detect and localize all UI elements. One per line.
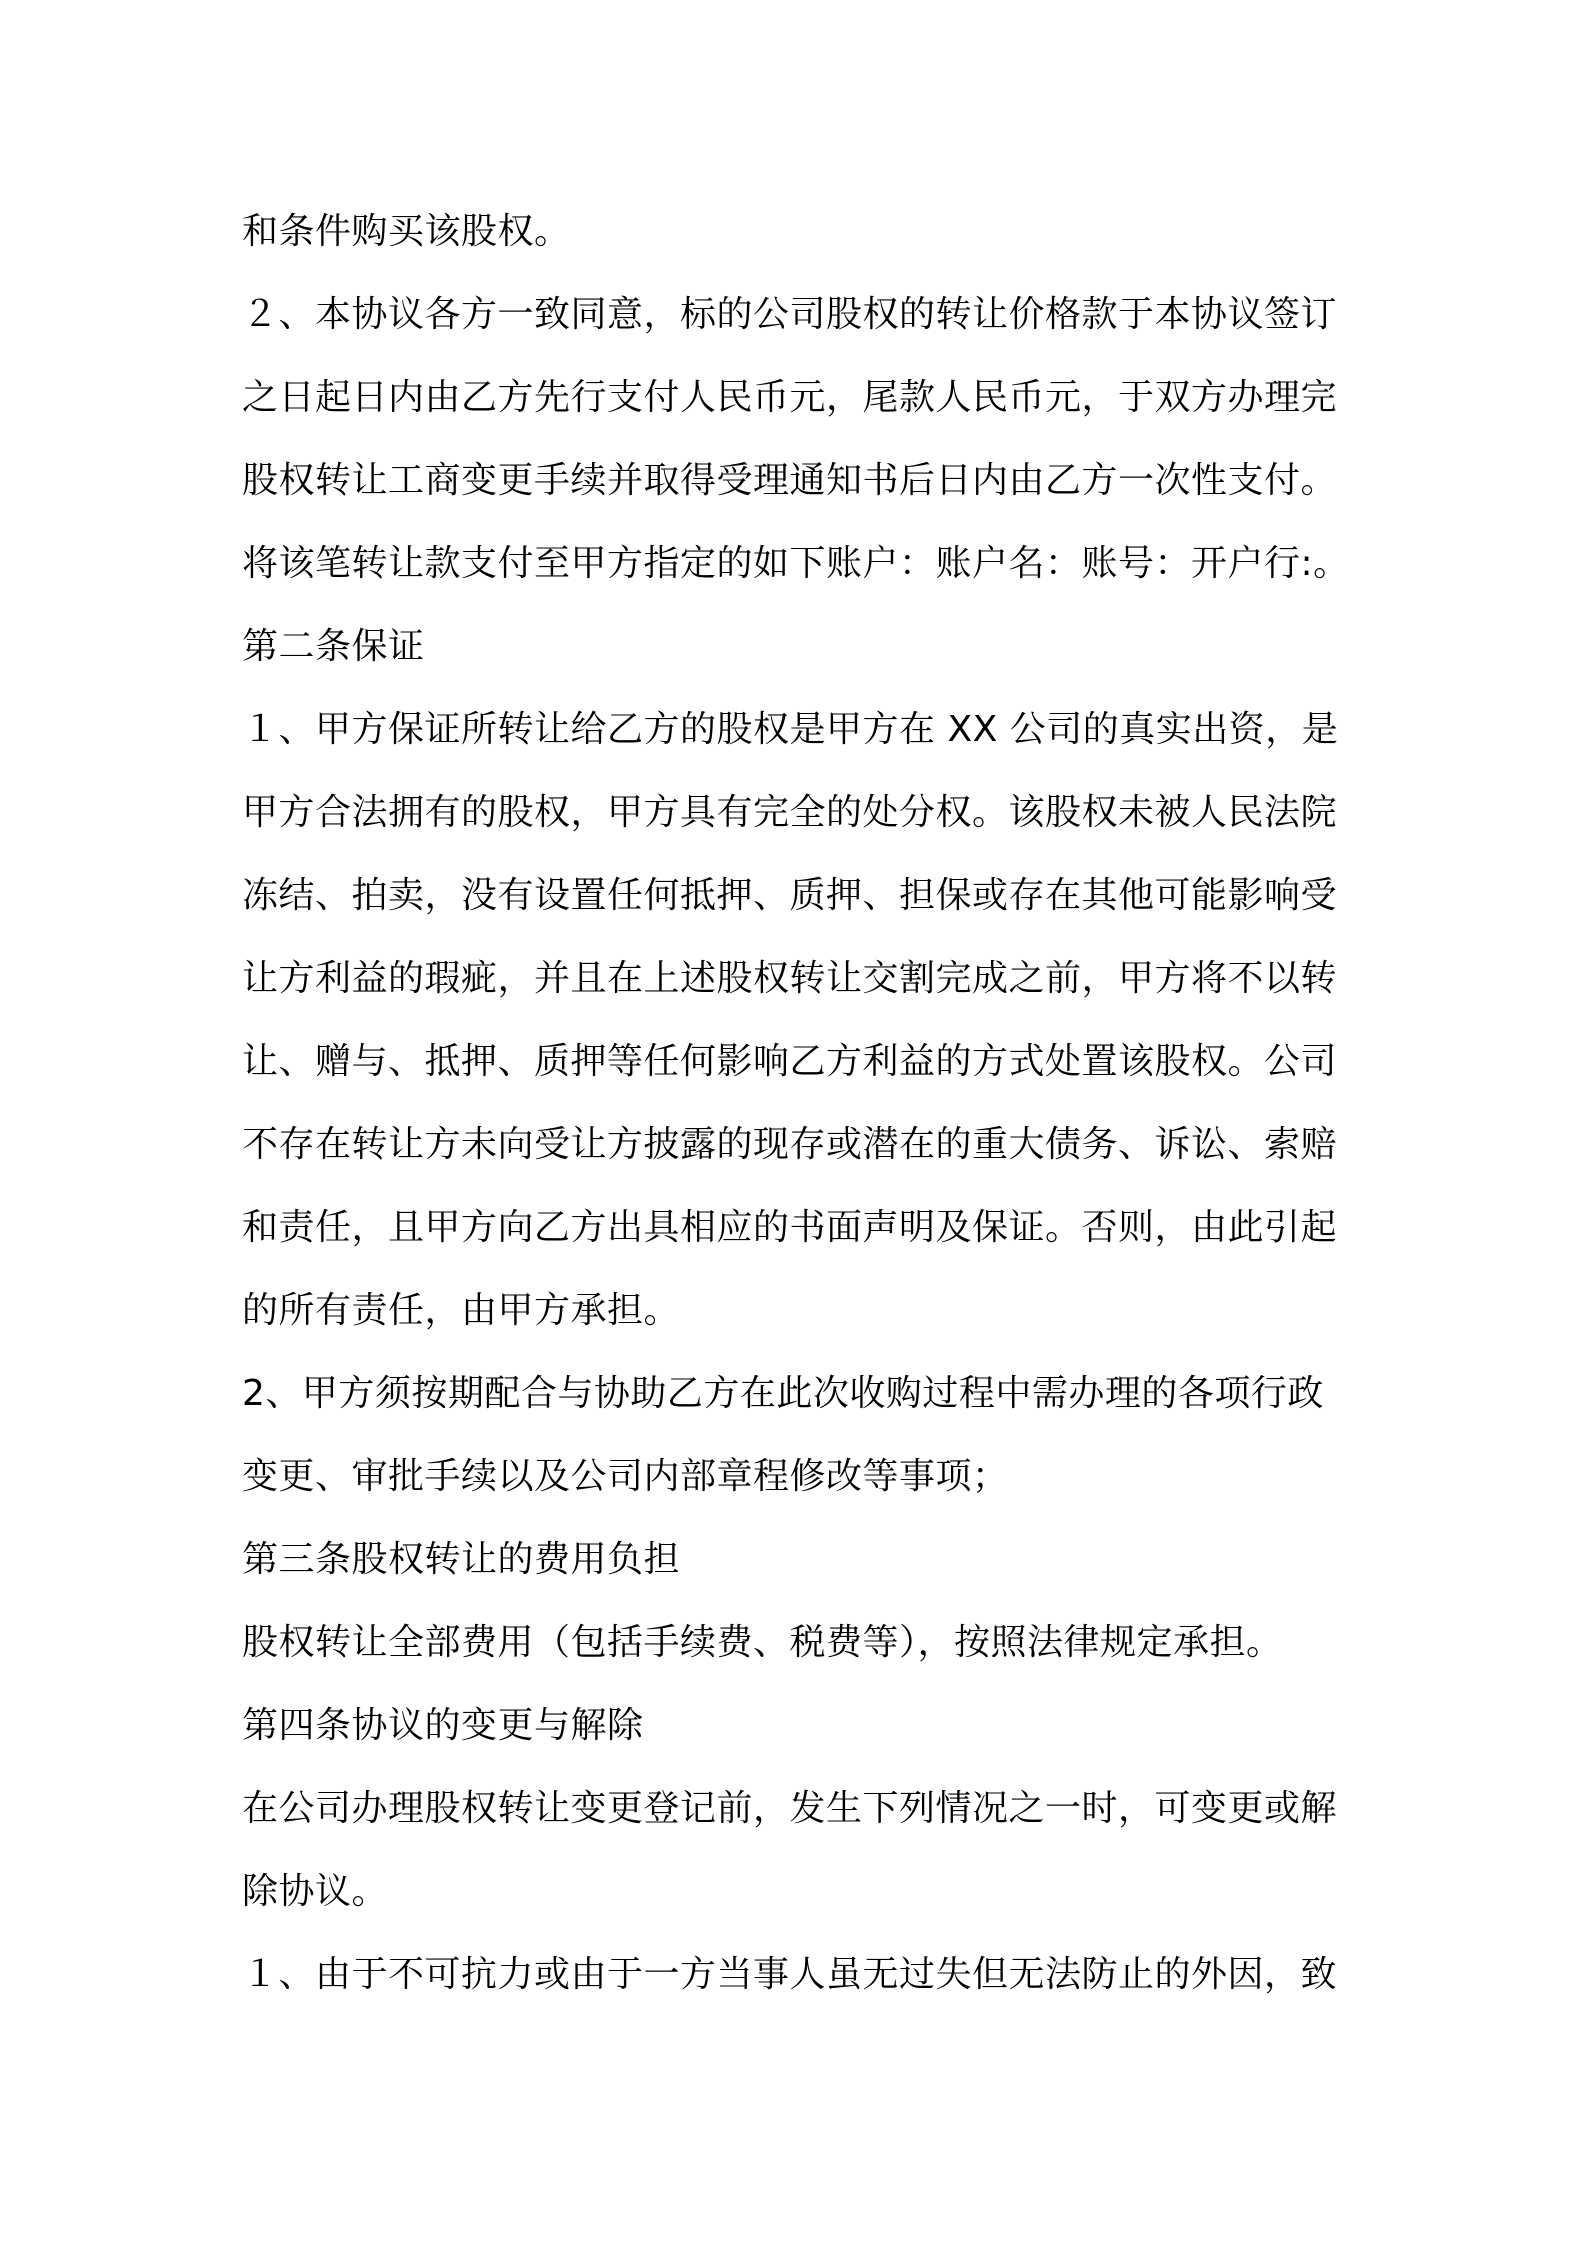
text-line: 和条件购买该股权。 (242, 211, 571, 252)
text-line: 股权转让工商变更手续并取得受理通知书后日内由乙方一次性支付。 (242, 460, 1338, 501)
section-heading: 第二条保证 (242, 626, 425, 667)
text-line: 在公司办理股权转让变更登记前，发生下列情况之一时，可变更或解 (242, 1788, 1338, 1829)
text-line: 让方利益的瑕疵，并且在上述股权转让交割完成之前，甲方将不以转 (242, 958, 1338, 999)
text-line: 2、甲方须按期配合与协助乙方在此次收购过程中需办理的各项行政 (242, 1373, 1324, 1414)
text-line: 变更、审批手续以及公司内部章程修改等事项； (242, 1456, 1009, 1497)
text-line: 让、赠与、抵押、质押等任何影响乙方利益的方式处置该股权。公司 (242, 1041, 1338, 1082)
text-line: １、由于不可抗力或由于一方当事人虽无过失但无法防止的外因，致 (242, 1954, 1338, 1995)
text-line: 不存在转让方未向受让方披露的现存或潜在的重大债务、诉讼、索赔 (242, 1124, 1338, 1165)
text-line: 之日起日内由乙方先行支付人民币元，尾款人民币元，于双方办理完 (242, 377, 1338, 418)
text-line: 股权转让全部费用（包括手续费、税费等），按照法律规定承担。 (242, 1622, 1283, 1663)
text-line: 的所有责任，由甲方承担。 (242, 1290, 681, 1331)
text-line: 和责任，且甲方向乙方出具相应的书面声明及保证。否则，由此引起 (242, 1207, 1338, 1248)
section-heading: 第三条股权转让的费用负担 (242, 1539, 681, 1580)
text-line: １、甲方保证所转让给乙方的股权是甲方在 XX 公司的真实出资，是 (242, 709, 1339, 750)
text-line: 将该笔转让款支付至甲方指定的如下账户：账户名：账号：开户行:。 (242, 543, 1350, 584)
text-line: 甲方合法拥有的股权，甲方具有完全的处分权。该股权未被人民法院 (242, 792, 1338, 833)
section-heading: 第四条协议的变更与解除 (242, 1705, 644, 1746)
text-line: ２、本协议各方一致同意，标的公司股权的转让价格款于本协议签订 (242, 294, 1338, 335)
document-body (242, 190, 1362, 2016)
text-line: 冻结、拍卖，没有设置任何抵押、质押、担保或存在其他可能影响受 (242, 875, 1338, 916)
text-line: 除协议。 (242, 1871, 389, 1912)
